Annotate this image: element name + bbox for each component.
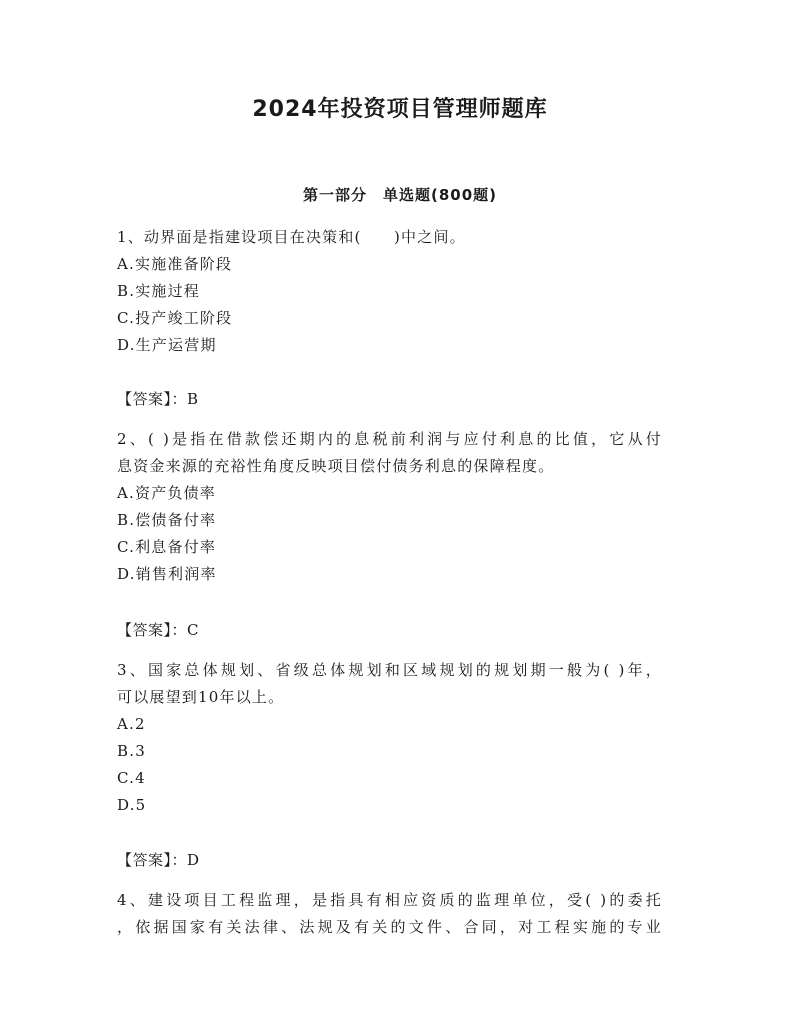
- question-2-text-line-2: 息资金来源的充裕性角度反映项目偿付债务利息的保障程度。: [117, 457, 555, 475]
- question-3-option-d: D.5: [117, 796, 147, 814]
- question-1-text: 1、动界面是指建设项目在决策和( )中之间。: [117, 228, 466, 246]
- question-4-text-line-2: ，依据国家有关法律、法规及有关的文件、合同，对工程实施的专业: [117, 918, 662, 936]
- question-2-option-a: A.资产负债率: [117, 484, 217, 502]
- answer-value: D: [187, 851, 200, 869]
- page-title: 2024年投资项目管理师题库: [252, 97, 548, 122]
- question-2-text-line-1: 2、( )是指在借款偿还期内的息税前利润与应付利息的比值，它从付: [117, 430, 662, 448]
- question-1-option-a: A.实施准备阶段: [117, 255, 233, 273]
- answer-prefix: 【答案】：: [117, 390, 188, 408]
- question-2-option-d: D.销售利润率: [117, 565, 217, 583]
- question-2-option-b: B.偿债备付率: [117, 511, 217, 529]
- question-1-option-d: D.生产运营期: [117, 336, 217, 354]
- question-1-answer: [117, 389, 199, 409]
- question-2-answer: [117, 620, 199, 640]
- question-2-option-c: C.利息备付率: [117, 538, 217, 556]
- answer-prefix: 【答案】：: [117, 621, 188, 639]
- question-1-option-c: C.投产竣工阶段: [117, 309, 233, 327]
- question-3-answer: [117, 850, 200, 870]
- question-3-text-line-1: 3、国家总体规划、省级总体规划和区域规划的规划期一般为( )年，: [117, 661, 662, 679]
- question-3-option-a: A.2: [117, 715, 146, 733]
- answer-prefix: 【答案】：: [117, 851, 188, 869]
- question-3-option-b: B.3: [117, 742, 146, 760]
- answer-value: C: [187, 621, 199, 639]
- question-3-option-c: C.4: [117, 769, 146, 787]
- question-3-text-line-2: 可以展望到10年以上。: [117, 688, 285, 706]
- section-heading: 第一部分 单选题(800题): [302, 186, 498, 204]
- question-1-option-b: B.实施过程: [117, 282, 200, 300]
- question-4-text-line-1: 4、建设项目工程监理，是指具有相应资质的监理单位，受( )的委托: [117, 891, 662, 909]
- answer-value: B: [187, 390, 199, 408]
